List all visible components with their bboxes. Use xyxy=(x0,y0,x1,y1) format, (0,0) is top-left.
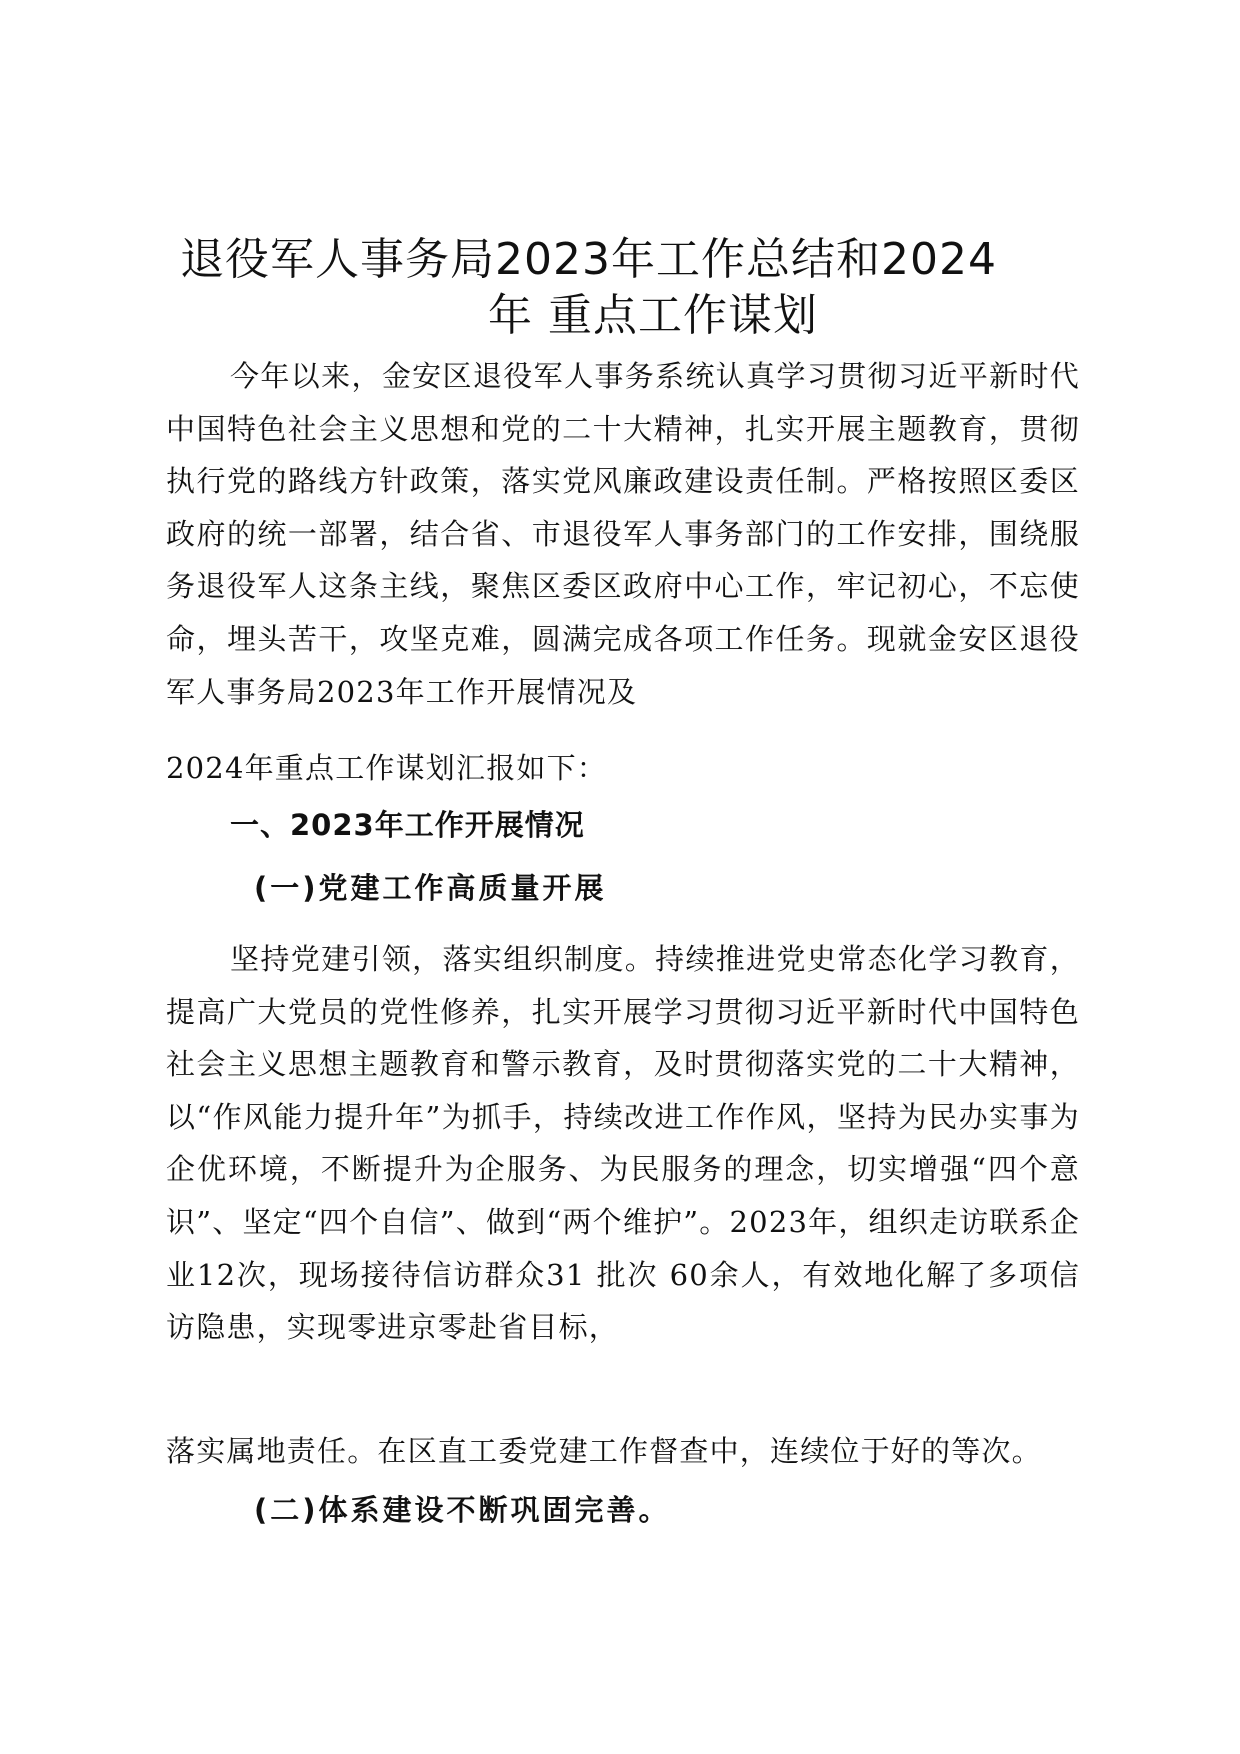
title-line-1: 退役军人事务局2023年工作总结和2024 xyxy=(180,234,997,285)
subsection-1-paragraph: 坚持党建引领，落实组织制度。持续推进党史常态化学习教育，提高广大党员的党性修养，扎实开展学习贯彻习近平新时代中国特色社会主义思想主题教育和警示教育，及时贯彻落实党的二十大精神，以“作风能力提升年”为抓手，持续改进工作作风，坚持为民办实事为企优环境，不断提升为企服务、为民服务的理念，切实增强“四个意识”、坚定“四个自信”、做到“两个维护”。2023年，组织走访联系企业12次，现场接待信访群众31 批次 60余人，有效地化解了多项信访隐患，实现零进京零赴省目标， xyxy=(166,942,1080,1345)
title-line-2: 年 重点工作谋划 xyxy=(488,290,818,341)
intro-paragraph-tail: 2024年重点工作谋划汇报如下： xyxy=(166,751,608,785)
subsection-heading-2: (二)体系建设不断巩固完善。 xyxy=(254,1493,671,1527)
subsection-1-paragraph-tail: 落实属地责任。在区直工委党建工作督查中，连续位于好的等次。 xyxy=(166,1434,1042,1468)
document-title xyxy=(150,232,1090,344)
intro-paragraph: 今年以来，金安区退役军人事务系统认真学习贯彻习近平新时代中国特色社会主义思想和党的二十大精神，扎实开展主题教育，贯彻执行党的路线方针政策，落实党风廉政建设责任制。严格按照区委区政府的统一部署，结合省、市退役军人事务部门的工作安排，围绕服务退役军人这条主线，聚焦区委区政府中心工作，牢记初心，不忘使命，埋头苦干，攻坚克难，圆满完成各项工作任务。现就金安区退役军人事务局2023年工作开展情况及 xyxy=(166,359,1080,709)
section-heading-1: 一、2023年工作开展情况 xyxy=(230,808,585,842)
subsection-heading-1: (一)党建工作高质量开展 xyxy=(254,871,607,905)
